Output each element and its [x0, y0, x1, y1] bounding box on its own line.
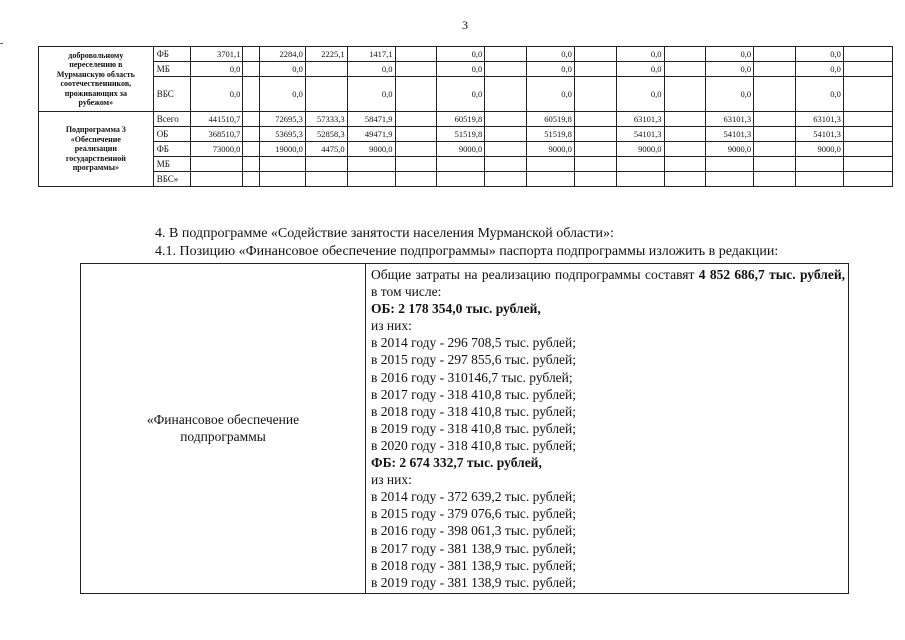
- financing-label-line: подпрограммы: [180, 429, 266, 445]
- value-cell: [347, 157, 395, 172]
- value-cell: 9000,0: [795, 142, 843, 157]
- value-cell: 63101,3: [616, 112, 664, 127]
- value-cell: 19000,0: [260, 142, 306, 157]
- subprogram-name-line: программы»: [72, 163, 119, 173]
- table-row: [39, 172, 893, 187]
- value-cell: [616, 157, 664, 172]
- value-cell: [485, 47, 527, 62]
- subprogram-name-cell: [39, 47, 154, 112]
- ob-from: из них:: [371, 318, 412, 334]
- subprogram-name-cell: [39, 112, 154, 187]
- funding-source-cell: МБ: [153, 62, 191, 77]
- value-cell: [664, 62, 706, 77]
- value-cell: [664, 127, 706, 142]
- value-cell: 0,0: [260, 77, 306, 112]
- fb-total: ФБ: 2 674 332,7 тыс. рублей,: [371, 455, 542, 471]
- value-cell: [395, 142, 437, 157]
- table-row: [39, 112, 893, 127]
- financing-table: [80, 263, 849, 594]
- value-cell: [395, 112, 437, 127]
- value-cell: [754, 142, 796, 157]
- year-amount-line: в 2019 году - 318 410,8 тыс. рублей;: [371, 420, 577, 436]
- value-cell: [347, 172, 395, 187]
- value-cell: [395, 172, 437, 187]
- value-cell: 9000,0: [526, 142, 574, 157]
- value-cell: [305, 77, 347, 112]
- financing-row: [81, 264, 849, 594]
- value-cell: 0,0: [437, 62, 485, 77]
- subprogram-name-line: государственной: [65, 153, 126, 163]
- value-cell: 60519,8: [437, 112, 485, 127]
- value-cell: 3701,1: [191, 47, 243, 62]
- value-cell: 57333,3: [305, 112, 347, 127]
- funding-source-cell: МБ: [153, 157, 191, 172]
- value-cell: [795, 157, 843, 172]
- ob-total: ОБ: 2 178 354,0 тыс. рублей,: [371, 301, 541, 317]
- value-cell: 0,0: [526, 47, 574, 62]
- value-cell: [664, 157, 706, 172]
- value-cell: 0,0: [526, 77, 574, 112]
- subprogram-name-line: соотечественников,: [60, 79, 132, 88]
- value-cell: 0,0: [706, 62, 754, 77]
- subprogram-name-line: переселению в: [69, 60, 123, 69]
- value-cell: 441510,7: [191, 112, 243, 127]
- total-including: в том числе:: [371, 284, 442, 300]
- value-cell: [243, 127, 260, 142]
- value-cell: 53695,3: [260, 127, 306, 142]
- value-cell: [191, 157, 243, 172]
- value-cell: [706, 157, 754, 172]
- value-cell: 0,0: [526, 62, 574, 77]
- value-cell: [395, 127, 437, 142]
- year-amount-line: в 2019 году - 381 138,9 тыс. рублей;: [371, 574, 577, 590]
- value-cell: 0,0: [795, 77, 843, 112]
- value-cell: 60519,8: [526, 112, 574, 127]
- subprogram-name-line: Мурманскую область: [56, 69, 135, 79]
- value-cell: [485, 157, 527, 172]
- subprogram-name-line: «Обеспечение: [70, 134, 121, 144]
- value-cell: [664, 142, 706, 157]
- year-amount-line: в 2015 году - 297 855,6 тыс. рублей;: [371, 352, 577, 368]
- value-cell: 52858,3: [305, 127, 347, 142]
- financing-label-cell: [81, 264, 366, 594]
- value-cell: [485, 172, 527, 187]
- value-cell: [574, 142, 616, 157]
- fb-from: из них:: [371, 472, 412, 488]
- funding-source-cell: ФБ: [153, 47, 191, 62]
- value-cell: 9000,0: [616, 142, 664, 157]
- table-row: [39, 47, 893, 62]
- value-cell: 0,0: [260, 62, 306, 77]
- value-cell: 0,0: [347, 62, 395, 77]
- value-cell: 368510,7: [191, 127, 243, 142]
- table-row: [39, 127, 893, 142]
- value-cell: 2284,0: [260, 47, 306, 62]
- year-amount-line: в 2015 году - 379 076,6 тыс. рублей;: [371, 506, 577, 522]
- value-cell: [843, 142, 892, 157]
- value-cell: [243, 47, 260, 62]
- value-cell: [843, 77, 892, 112]
- value-cell: 1417,1: [347, 47, 395, 62]
- value-cell: [664, 112, 706, 127]
- value-cell: 63101,3: [706, 112, 754, 127]
- value-cell: [843, 47, 892, 62]
- subprogram-name-line: добровольному: [68, 50, 124, 60]
- value-cell: [664, 47, 706, 62]
- value-cell: [191, 172, 243, 187]
- value-cell: 51519,8: [526, 127, 574, 142]
- value-cell: [485, 77, 527, 112]
- value-cell: [437, 172, 485, 187]
- value-cell: 0,0: [616, 47, 664, 62]
- value-cell: [260, 172, 306, 187]
- year-amount-line: в 2020 году - 318 410,8 тыс. рублей;: [371, 437, 577, 453]
- value-cell: 0,0: [437, 77, 485, 112]
- value-cell: [843, 127, 892, 142]
- value-cell: 54101,3: [795, 127, 843, 142]
- value-cell: [754, 127, 796, 142]
- table-row: [39, 62, 893, 77]
- value-cell: [243, 142, 260, 157]
- value-cell: 54101,3: [706, 127, 754, 142]
- value-cell: [485, 62, 527, 77]
- value-cell: [574, 62, 616, 77]
- value-cell: 9000,0: [706, 142, 754, 157]
- value-cell: [754, 47, 796, 62]
- year-amount-line: в 2017 году - 318 410,8 тыс. рублей;: [371, 386, 577, 402]
- total-costs-text: [371, 266, 845, 300]
- total-intro: Общие затраты на реализацию подпрограммы составят: [371, 267, 699, 282]
- financing-content-cell: [366, 264, 849, 594]
- value-cell: 49471,9: [347, 127, 395, 142]
- value-cell: 0,0: [616, 62, 664, 77]
- value-cell: 0,0: [706, 77, 754, 112]
- value-cell: [664, 172, 706, 187]
- value-cell: [526, 157, 574, 172]
- value-cell: [395, 77, 437, 112]
- financing-label-line: «Финансовое обеспечение: [146, 412, 300, 428]
- value-cell: [305, 172, 347, 187]
- value-cell: [260, 157, 306, 172]
- value-cell: [243, 172, 260, 187]
- value-cell: [437, 157, 485, 172]
- value-cell: [485, 127, 527, 142]
- value-cell: 0,0: [347, 77, 395, 112]
- value-cell: [754, 172, 796, 187]
- year-amount-line: в 2017 году - 381 138,9 тыс. рублей;: [371, 540, 577, 556]
- value-cell: 0,0: [191, 77, 243, 112]
- value-cell: [243, 112, 260, 127]
- year-amount-line: в 2016 году - 398 061,3 тыс. рублей;: [371, 523, 577, 539]
- year-amount-line: в 2018 году - 381 138,9 тыс. рублей;: [371, 557, 577, 573]
- value-cell: [754, 157, 796, 172]
- value-cell: 54101,3: [616, 127, 664, 142]
- funding-source-cell: ВБС: [153, 77, 191, 112]
- value-cell: 0,0: [437, 47, 485, 62]
- value-cell: [305, 62, 347, 77]
- value-cell: [706, 172, 754, 187]
- value-cell: 0,0: [616, 77, 664, 112]
- value-cell: [395, 47, 437, 62]
- value-cell: [395, 157, 437, 172]
- margin-mark: -: [0, 38, 4, 49]
- value-cell: [574, 157, 616, 172]
- value-cell: [305, 157, 347, 172]
- subprogram-name-line: реализации: [74, 144, 117, 154]
- value-cell: [574, 47, 616, 62]
- value-cell: [754, 112, 796, 127]
- value-cell: 73000,0: [191, 142, 243, 157]
- paragraph-4: 4. В подпрограмме «Содействие занятости населения Мурманской области»:: [155, 226, 614, 241]
- value-cell: [664, 77, 706, 112]
- value-cell: [754, 62, 796, 77]
- value-cell: 9000,0: [347, 142, 395, 157]
- value-cell: 58471,9: [347, 112, 395, 127]
- value-cell: [243, 62, 260, 77]
- value-cell: 9000,0: [437, 142, 485, 157]
- funding-source-cell: ОБ: [153, 127, 191, 142]
- value-cell: [574, 77, 616, 112]
- value-cell: 0,0: [191, 62, 243, 77]
- subprogram-name-line: рубежом»: [78, 98, 114, 107]
- value-cell: [574, 127, 616, 142]
- value-cell: [485, 142, 527, 157]
- value-cell: 2225,1: [305, 47, 347, 62]
- value-cell: 0,0: [795, 62, 843, 77]
- table-row: [39, 157, 893, 172]
- value-cell: 63101,3: [795, 112, 843, 127]
- value-cell: 0,0: [706, 47, 754, 62]
- value-cell: 4475,0: [305, 142, 347, 157]
- funding-source-cell: Всего: [153, 112, 191, 127]
- funding-source-cell: ФБ: [153, 142, 191, 157]
- table-row: [39, 142, 893, 157]
- value-cell: [395, 62, 437, 77]
- value-cell: [843, 112, 892, 127]
- budget-table: [38, 46, 893, 187]
- year-amount-line: в 2014 году - 372 639,2 тыс. рублей;: [371, 489, 577, 505]
- value-cell: [843, 157, 892, 172]
- value-cell: [754, 77, 796, 112]
- year-amount-line: в 2014 году - 296 708,5 тыс. рублей;: [371, 335, 577, 351]
- value-cell: [485, 112, 527, 127]
- year-amount-line: в 2018 году - 318 410,8 тыс. рублей;: [371, 403, 577, 419]
- subprogram-name-line: проживающих за: [64, 88, 127, 98]
- value-cell: 0,0: [795, 47, 843, 62]
- subprogram-name-line: Подпрограмма 3: [65, 125, 126, 135]
- value-cell: 72695,3: [260, 112, 306, 127]
- value-cell: [574, 172, 616, 187]
- page-number: 3: [462, 18, 468, 32]
- paragraph-4-1: 4.1. Позицию «Финансовое обеспечение подпрограммы» паспорта подпрограммы изложить в редакции:: [155, 244, 779, 259]
- value-cell: [843, 62, 892, 77]
- total-amount: 4 852 686,7 тыс. рублей,: [698, 267, 846, 282]
- value-cell: 51519,8: [437, 127, 485, 142]
- value-cell: [616, 172, 664, 187]
- table-row: [39, 77, 893, 112]
- value-cell: [526, 172, 574, 187]
- value-cell: [243, 77, 260, 112]
- value-cell: [795, 172, 843, 187]
- value-cell: [574, 112, 616, 127]
- value-cell: [843, 172, 892, 187]
- year-amount-line: в 2016 году - 310146,7 тыс. рублей;: [371, 369, 573, 385]
- funding-source-cell: ВБС»: [153, 172, 191, 187]
- value-cell: [243, 157, 260, 172]
